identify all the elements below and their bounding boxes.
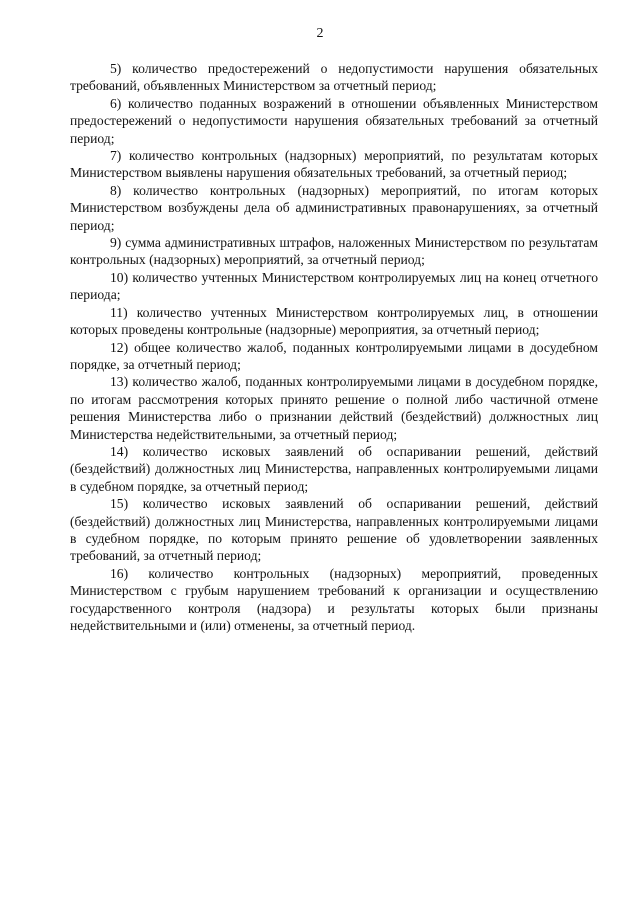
list-item-8: 8) количество контрольных (надзорных) мероприятий, по итогам которых Министерством возбуждены дела об административных правонарушениях, за отчетный период;: [70, 182, 598, 233]
list-item-12: 12) общее количество жалоб, поданных контролируемыми лицами в досудебном порядке, за отчетный период;: [70, 339, 598, 372]
list-item-10: 10) количество учтенных Министерством контролируемых лиц на конец отчетного периода;: [70, 269, 598, 303]
list-item-9: 9) сумма административных штрафов, наложенных Министерством по результатам контрольных (надзорных) мероприятий, за отчетный период;: [70, 235, 598, 268]
list-item-16: 16) количество контрольных (надзорных) мероприятий, проведенных Министерством с грубым нарушением требований к организации и осуществлению государственного контроля (надзора) и результаты которых были признаны недействительными и (или) отменены, за отчетный период.: [70, 565, 598, 633]
document-body: [70, 60, 598, 634]
list-item-7: 7) количество контрольных (надзорных) мероприятий, по результатам которых Министерством выявлены нарушения обязательных требований, за отчетный период;: [70, 148, 598, 181]
list-item-5: 5) количество предостережений о недопустимости нарушения обязательных требований, объявленных Министерством за отчетный период;: [70, 61, 598, 94]
list-item-14: 14) количество исковых заявлений об оспаривании решений, действий (бездействий) должностных лиц Министерства, направленных контролируемыми лицами в судебном порядке, за отчетный период;: [70, 443, 598, 494]
list-item-15: 15) количество исковых заявлений об оспаривании решений, действий (бездействий) должностных лиц Министерства, направленных контролируемыми лицами в судебном порядке, по которым принято решение об удовлетворении заявленных требований, за отчетный период;: [70, 496, 598, 564]
list-item-6: 6) количество поданных возражений в отношении объявленных Министерством предостережений о недопустимости нарушения обязательных требований за отчетный период;: [70, 95, 598, 146]
page-number: 2: [316, 26, 324, 41]
list-item-11: 11) количество учтенных Министерством контролируемых лиц, в отношении которых проведены контрольные (надзорные) мероприятия, за отчетный период;: [70, 304, 598, 338]
list-item-13: 13) количество жалоб, поданных контролируемыми лицами в досудебном порядке, по итогам рассмотрения которых принято решение о полной либо частичной отмене решения Министерства либо о признании действий (бездействий) должностных лиц Министерства недействительными, за отчетный период;: [70, 374, 598, 442]
